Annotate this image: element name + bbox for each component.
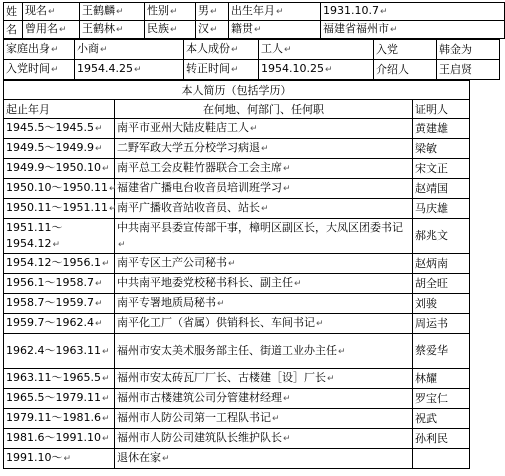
- resume-cell-text: 赵炳南: [415, 257, 448, 270]
- cell-end-mark: ↵: [108, 204, 117, 214]
- info-cell-text: 现名: [25, 4, 47, 17]
- cell-end-mark: ↵: [51, 65, 59, 75]
- cell-end-mark: ↵: [170, 7, 178, 17]
- cell-end-mark: ↵: [283, 434, 291, 444]
- resume-cell-witness: [413, 409, 470, 429]
- resume-cell-witness: [413, 314, 470, 334]
- resume-cell-org: [115, 314, 413, 334]
- cell-end-mark: ↵: [100, 45, 108, 55]
- info-cell-text: 曾用名: [25, 22, 58, 35]
- cell-end-mark: ↵: [379, 7, 388, 17]
- info-cell: [437, 40, 500, 60]
- info-cell-text: 男: [198, 4, 209, 17]
- cell-end-mark: ↵: [59, 25, 67, 35]
- party-row: [4, 60, 500, 80]
- cell-end-mark: ↵: [231, 45, 239, 55]
- resume-cell-org: [115, 449, 413, 469]
- resume-cell-text: 南平化工厂（省属）供销科长、车间书记: [117, 316, 315, 329]
- resume-table: [3, 80, 470, 469]
- cell-end-mark: ↵: [162, 454, 170, 464]
- resume-cell-text: 1950.11～1951.11: [6, 201, 108, 214]
- resume-cell-time: [4, 179, 115, 199]
- info-cell-text: 家庭出身: [6, 42, 50, 55]
- party-info-body: [4, 40, 500, 80]
- info-cell-text: 王启贤: [439, 63, 472, 76]
- resume-body: [4, 81, 470, 469]
- resume-cell-text: 周运书: [415, 317, 448, 330]
- info-cell: [229, 3, 321, 21]
- info-cell: [80, 3, 145, 21]
- cell-end-mark: ↵: [294, 279, 302, 289]
- resume-cell-org: [115, 429, 413, 449]
- resume-row: [4, 199, 470, 219]
- info-cell: [259, 60, 374, 80]
- info-cell: [75, 40, 184, 60]
- resume-cell-org: [115, 139, 413, 159]
- resume-cell-time: [4, 119, 115, 139]
- info-cell: [184, 60, 259, 80]
- resume-cell-text: 1958.7～1959.7: [6, 296, 94, 309]
- resume-title: 本人简历（包括学历）: [4, 81, 470, 100]
- resume-cell-org: [115, 409, 413, 429]
- resume-row: [4, 159, 470, 179]
- resume-cell-text: 黄建雄: [415, 122, 448, 135]
- resume-row: [4, 139, 470, 159]
- resume-cell-witness: [413, 199, 470, 219]
- cell-end-mark: ↵: [94, 319, 103, 329]
- cell-end-mark: ↵: [101, 164, 110, 174]
- resume-cell-witness: [413, 159, 470, 179]
- cell-end-mark: ↵: [228, 259, 236, 269]
- info-cell-text: 民族: [147, 22, 169, 35]
- resume-cell-witness: [413, 219, 470, 254]
- resume-cell-org: [115, 219, 413, 254]
- basic-info-row: [4, 3, 505, 21]
- cell-end-mark: ↵: [118, 239, 126, 250]
- resume-cell-text: 福州市人防公司第一工程队书记: [117, 411, 271, 424]
- info-cell-text: 1931.10.7: [323, 4, 379, 17]
- resume-cell-time: [4, 294, 115, 314]
- info-cell: [4, 21, 23, 39]
- info-cell: [4, 3, 23, 21]
- resume-cell-witness: [413, 429, 470, 449]
- cell-end-mark: ↵: [327, 374, 335, 384]
- resume-cell-org: [115, 179, 413, 199]
- resume-row: [4, 179, 470, 199]
- resume-cell-witness: [413, 294, 470, 314]
- cell-end-mark: ↵: [94, 279, 103, 289]
- info-cell: [259, 40, 374, 60]
- info-cell-text: 转正时间: [186, 62, 230, 75]
- resume-cell-witness: [413, 274, 470, 294]
- resume-cell-text: 孙利民: [415, 432, 448, 445]
- resume-cell-text: 福州市人防公司建筑队长维护队长: [117, 431, 282, 444]
- info-cell-text: 1954.4.25: [77, 62, 133, 75]
- info-cell-text: 姓: [6, 5, 17, 18]
- resume-cell-time: [4, 199, 115, 219]
- cell-end-mark: ↵: [338, 346, 346, 357]
- cell-end-mark: ↵: [390, 25, 398, 35]
- cell-end-mark: ↵: [48, 7, 56, 17]
- info-cell: [437, 60, 500, 80]
- cell-end-mark: ↵: [231, 65, 239, 75]
- info-cell-text: 入党: [376, 43, 398, 56]
- resume-cell-text: 福州市安太美术服务部主任、街道工业办主任: [117, 343, 337, 357]
- info-cell-text: 本人成份: [186, 42, 230, 55]
- info-cell: [196, 21, 229, 39]
- resume-cell-time: [4, 449, 115, 469]
- cell-end-mark: ↵: [101, 394, 110, 404]
- info-cell: [196, 3, 229, 21]
- resume-cell-text: 南平市亚州大陆皮鞋店工人: [117, 121, 249, 134]
- resume-cell-text: 福建省广播电台收音员培训班学习: [117, 181, 282, 194]
- resume-row: [4, 219, 470, 254]
- resume-cell-witness: [413, 119, 470, 139]
- cell-end-mark: ↵: [250, 124, 258, 134]
- info-cell-text: 名: [6, 23, 17, 36]
- resume-row: [4, 254, 470, 274]
- basic-info-table: [3, 2, 505, 39]
- cell-end-mark: ↵: [324, 65, 333, 75]
- resume-cell-text: 1981.6～1991.10: [6, 431, 101, 444]
- resume-cell-witness: [413, 334, 470, 369]
- resume-cell-text: 1965.5～1979.11: [6, 391, 101, 404]
- resume-cell-text: 刘骏: [415, 297, 437, 310]
- info-cell: [75, 60, 184, 80]
- resume-cell-text: 1963.11～1965.5: [6, 371, 101, 384]
- cell-end-mark: ↵: [316, 319, 324, 329]
- resume-row: [4, 449, 470, 469]
- resume-cell-text: 胡全旺: [415, 277, 448, 290]
- cell-end-mark: ↵: [254, 25, 262, 35]
- resume-header-row: [4, 100, 470, 119]
- resume-cell-witness: [413, 389, 470, 409]
- info-cell-text: 出生年月: [231, 4, 275, 17]
- resume-cell-text: 退休在家: [117, 451, 161, 464]
- cell-end-mark: ↵: [101, 346, 110, 357]
- cell-end-mark: ↵: [283, 164, 291, 174]
- resume-cell-org: [115, 274, 413, 294]
- info-cell-text: 性别: [147, 4, 169, 17]
- resume-cell-text: 1950.10～1950.11: [6, 181, 108, 194]
- resume-cell-text: 中共南平县委宣传部干事，樟明区副区长，大凤区团委书记: [117, 220, 403, 234]
- cell-end-mark: ↵: [101, 259, 110, 269]
- cell-end-mark: ↵: [52, 239, 61, 250]
- info-cell: [374, 60, 437, 80]
- family-row: [4, 40, 500, 60]
- resume-cell-text: 南平总工会皮鞋竹器联合工会主席: [117, 161, 282, 174]
- info-cell: [321, 21, 505, 39]
- resume-cell-text: 1962.4～1963.11: [6, 343, 101, 357]
- cell-end-mark: ↵: [210, 7, 218, 17]
- cell-end-mark: ↵: [94, 144, 103, 154]
- cell-end-mark: ↵: [116, 25, 124, 35]
- info-cell: [321, 3, 505, 21]
- info-cell: [145, 3, 196, 21]
- resume-row: [4, 294, 470, 314]
- info-cell: [23, 21, 80, 39]
- cell-end-mark: ↵: [283, 394, 291, 404]
- cell-end-mark: ↵: [101, 374, 110, 384]
- resume-row: [4, 314, 470, 334]
- resume-cell-time: [4, 389, 115, 409]
- basic-info-row: [4, 21, 505, 39]
- resume-cell-text: 赵靖国: [415, 182, 448, 195]
- resume-cell-text: 南平广播收音站收音员、站长: [117, 201, 260, 214]
- column-header-time: 起止年月: [4, 100, 115, 119]
- resume-row: [4, 334, 470, 369]
- info-cell: [229, 21, 321, 39]
- resume-row: [4, 119, 470, 139]
- resume-cell-time: [4, 219, 115, 254]
- cell-end-mark: ↵: [101, 414, 110, 424]
- cell-end-mark: ↵: [116, 7, 124, 17]
- resume-cell-text: 罗宝仁: [415, 392, 448, 405]
- resume-cell-text: 林耀: [415, 372, 437, 385]
- resume-cell-org: [115, 294, 413, 314]
- cell-end-mark: ↵: [276, 7, 284, 17]
- cell-end-mark: ↵: [101, 434, 110, 444]
- resume-row: [4, 409, 470, 429]
- info-cell-text: 韩金为: [439, 43, 472, 56]
- resume-row: [4, 369, 470, 389]
- resume-cell-org: [115, 159, 413, 179]
- column-header-witness: 证明人: [413, 100, 470, 119]
- resume-cell-org: [115, 199, 413, 219]
- info-cell: [23, 3, 80, 21]
- resume-cell-witness: [413, 369, 470, 389]
- resume-cell-witness: [413, 449, 470, 469]
- resume-cell-time: [4, 314, 115, 334]
- resume-cell-text: 1954.12～1956.1: [6, 256, 101, 269]
- resume-row: [4, 389, 470, 409]
- resume-cell-org: [115, 334, 413, 369]
- cell-end-mark: ↵: [94, 299, 103, 309]
- resume-cell-text: 中共南平地委党校秘书科长、副主任: [117, 276, 293, 289]
- resume-cell-time: [4, 254, 115, 274]
- info-cell-text: 籍贯: [231, 22, 253, 35]
- cell-end-mark: ↵: [283, 184, 291, 194]
- cell-end-mark: ↵: [217, 299, 225, 309]
- cell-end-mark: ↵: [170, 25, 178, 35]
- resume-cell-org: [115, 254, 413, 274]
- cell-end-mark: ↵: [284, 45, 292, 55]
- resume-cell-time: [4, 429, 115, 449]
- resume-cell-text: 祝武: [415, 412, 437, 425]
- cell-end-mark: ↵: [63, 454, 72, 464]
- info-cell: [4, 40, 75, 60]
- resume-cell-text: 1991.10～: [6, 451, 63, 464]
- resume-cell-text: 1956.1～1958.7: [6, 276, 94, 289]
- info-cell: [184, 40, 259, 60]
- info-cell-text: 王鹤林: [82, 22, 115, 35]
- resume-cell-org: [115, 119, 413, 139]
- resume-cell-text: 宋文正: [415, 162, 448, 175]
- cell-end-mark: ↵: [261, 144, 269, 154]
- resume-cell-text: 福州市安太砖瓦厂厂长、古楼建［设］厂长: [117, 371, 326, 384]
- cell-end-mark: ↵: [108, 184, 117, 194]
- info-cell-text: 入党时间: [6, 62, 50, 75]
- resume-cell-text: 1951.11～1954.12: [6, 220, 63, 250]
- resume-cell-time: [4, 139, 115, 159]
- cell-end-mark: ↵: [51, 45, 59, 55]
- info-cell-text: 福建省福州市: [323, 22, 389, 35]
- info-cell: [4, 60, 75, 80]
- resume-cell-text: 1959.7～1962.4: [6, 316, 94, 329]
- resume-cell-text: 南平专署地质局秘书: [117, 296, 216, 309]
- column-header-org: 在何地、何部门、任何职: [115, 100, 413, 119]
- resume-cell-text: 1949.5～1949.9: [6, 141, 94, 154]
- resume-cell-org: [115, 369, 413, 389]
- resume-cell-witness: [413, 254, 470, 274]
- resume-cell-time: [4, 274, 115, 294]
- resume-cell-text: 1979.11～1981.6: [6, 411, 101, 424]
- resume-cell-text: 二野军政大学五分校学习病退: [117, 141, 260, 154]
- info-cell-text: 王鹤麟: [82, 4, 115, 17]
- info-cell-text: 1954.10.25: [261, 62, 324, 75]
- resume-cell-time: [4, 369, 115, 389]
- resume-cell-text: 郝兆文: [415, 229, 448, 242]
- info-cell: [145, 21, 196, 39]
- cell-end-mark: ↵: [133, 65, 142, 75]
- resume-title-row: [4, 81, 470, 100]
- resume-row: [4, 274, 470, 294]
- info-cell: [374, 40, 437, 60]
- info-cell: [80, 21, 145, 39]
- resume-cell-time: [4, 159, 115, 179]
- resume-cell-time: [4, 409, 115, 429]
- cell-end-mark: ↵: [261, 204, 269, 214]
- cell-end-mark: ↵: [272, 414, 280, 424]
- resume-row: [4, 429, 470, 449]
- resume-form: [3, 2, 472, 469]
- info-cell-text: 汉: [198, 22, 209, 35]
- resume-cell-text: 1945.5～1945.5: [6, 121, 94, 134]
- resume-cell-text: 梁敏: [415, 142, 437, 155]
- cell-end-mark: ↵: [210, 25, 218, 35]
- party-info-table: [3, 39, 500, 80]
- basic-info-body: [4, 3, 505, 39]
- resume-cell-org: [115, 389, 413, 409]
- resume-cell-time: [4, 334, 115, 369]
- info-cell-text: 小商: [77, 42, 99, 55]
- resume-cell-text: 南平专区土产公司秘书: [117, 256, 227, 269]
- resume-cell-text: 马庆雄: [415, 202, 448, 215]
- resume-cell-witness: [413, 139, 470, 159]
- resume-cell-text: 1949.9～1950.10: [6, 161, 101, 174]
- resume-cell-text: 福州市古楼建筑公司分管建材经理: [117, 391, 282, 404]
- cell-end-mark: ↵: [94, 124, 103, 134]
- resume-cell-witness: [413, 179, 470, 199]
- info-cell-text: 工人: [261, 42, 283, 55]
- info-cell-text: 介绍人: [376, 63, 409, 76]
- resume-cell-text: 蔡爱华: [415, 344, 448, 357]
